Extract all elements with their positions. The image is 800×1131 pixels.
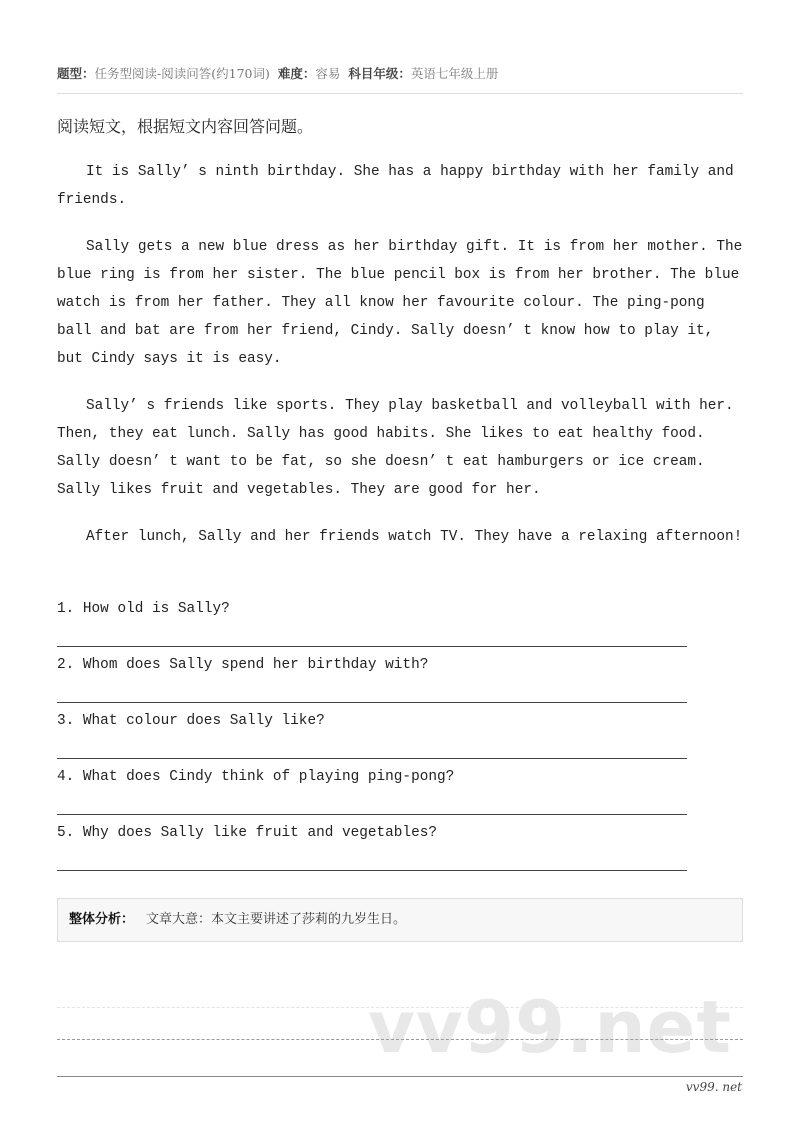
answer-line[interactable] — [57, 814, 687, 815]
answer-line[interactable] — [57, 702, 687, 703]
type-label: 题型： — [57, 66, 95, 81]
difficulty-value: 容易 — [315, 66, 341, 81]
paragraph: After lunch, Sally and her friends watch TV. They have a relaxing afternoon! — [86, 529, 743, 545]
paragraph: Sally’ s friends like sports. They play basketball and volleyball with her. Then, they eat lunch. Sally has good habits. She likes to eat healthy food. Sally doesn’ t want to be fat, so she doesn’ t eat hamburgers or ice cream. Sally likes fruit and vegetables. They are good for her. — [57, 398, 734, 498]
subject-value: 英语七年级上册 — [410, 66, 499, 81]
watermark: vv99.net — [368, 985, 732, 1069]
analysis-box — [57, 898, 743, 942]
divider — [57, 93, 743, 94]
question-text: 2. Whom does Sally spend her birthday with? — [57, 657, 429, 673]
answer-line[interactable] — [57, 646, 687, 647]
question-text: 1. How old is Sally? — [57, 601, 230, 617]
analysis-text: 文章大意：本文主要讲述了莎莉的九岁生日。 — [146, 912, 407, 927]
question-meta — [57, 64, 502, 82]
paragraph: It is Sally’ s ninth birthday. She has a happy birthday with her family and friends. — [57, 164, 734, 208]
difficulty-label: 难度： — [277, 66, 316, 81]
question-item — [57, 769, 687, 825]
type-value: 任务型阅读-阅读问答(约170词) — [94, 66, 270, 81]
answer-line[interactable] — [57, 758, 687, 759]
question-item — [57, 601, 687, 657]
question-item — [57, 657, 687, 713]
reading-passage — [57, 158, 747, 570]
answer-line[interactable] — [57, 870, 687, 871]
question-item — [57, 825, 687, 881]
question-text: 3. What colour does Sally like? — [57, 713, 325, 729]
footer-site: vv99. net — [685, 1080, 742, 1094]
paragraph: Sally gets a new blue dress as her birthday gift. It is from her mother. The blue ring is from her sister. The blue pencil box is from her brother. The blue watch is from her father. They all know her favourite colour. The ping-pong ball and bat are from her friend, Cindy. Sally doesn’ t know how to play it, but Cindy says it is easy. — [57, 239, 743, 367]
questions — [57, 601, 687, 881]
subject-label: 科目年级： — [348, 66, 411, 81]
question-text: 5. Why does Sally like fruit and vegetables? — [57, 825, 437, 841]
question-text: 4. What does Cindy think of playing ping-pong? — [57, 769, 455, 785]
instruction: 阅读短文，根据短文内容回答问题。 — [57, 117, 314, 136]
analysis-label: 整体分析： — [69, 912, 135, 927]
question-item — [57, 713, 687, 769]
footer-divider — [57, 1076, 743, 1077]
dashed-divider — [57, 1039, 743, 1040]
